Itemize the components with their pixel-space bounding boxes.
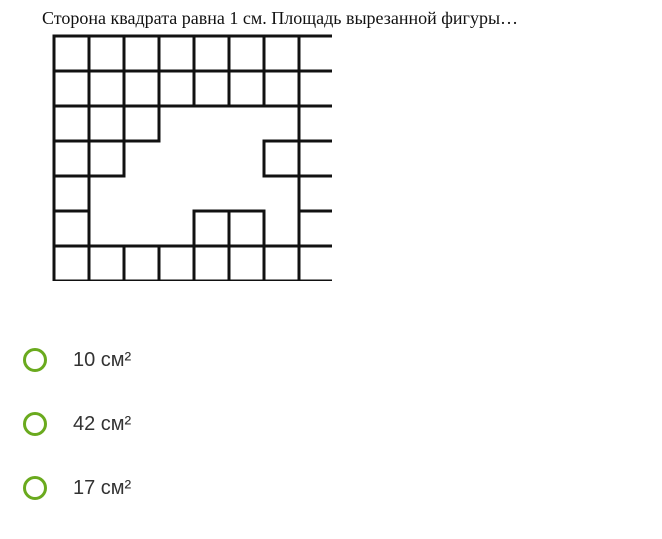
grid-square [299, 246, 332, 281]
grid-figure [52, 34, 332, 281]
radio-button-icon[interactable] [23, 348, 47, 372]
grid-square [89, 36, 124, 71]
grid-square [124, 36, 159, 71]
answer-option-label: 17 см² [73, 477, 132, 499]
grid-square [194, 211, 229, 246]
grid-square [229, 36, 264, 71]
grid-square [159, 71, 194, 106]
grid-square [194, 36, 229, 71]
grid-square [124, 246, 159, 281]
grid-square [124, 71, 159, 106]
grid-square [264, 246, 299, 281]
grid-square [299, 176, 332, 211]
grid-square [299, 141, 332, 176]
grid-square [229, 211, 264, 246]
grid-square [229, 246, 264, 281]
radio-button-icon[interactable] [23, 412, 47, 436]
grid-square [159, 246, 194, 281]
grid-square [264, 141, 299, 176]
answer-option-3[interactable] [22, 472, 131, 504]
grid-square [54, 246, 89, 281]
grid-square [89, 141, 124, 176]
grid-square [299, 106, 332, 141]
grid-square [54, 36, 89, 71]
answer-option-label: 10 см² [73, 349, 132, 371]
grid-square [54, 106, 89, 141]
grid-square [54, 141, 89, 176]
grid-square [54, 71, 89, 106]
grid-square [54, 176, 89, 211]
answer-option-label: 42 см² [73, 413, 132, 435]
grid-square [89, 71, 124, 106]
grid-square [194, 246, 229, 281]
question-text: Сторона квадрата равна 1 см. Площадь вырезанной фигуры… [42, 8, 519, 28]
grid-square [54, 211, 89, 246]
grid-square [229, 71, 264, 106]
answer-options [22, 344, 131, 536]
grid-square [299, 71, 332, 106]
grid-square [264, 71, 299, 106]
grid-square [159, 36, 194, 71]
grid-figure-svg [52, 34, 332, 281]
grid-square [299, 211, 332, 246]
grid-square [299, 36, 332, 71]
grid-square [194, 71, 229, 106]
grid-square [89, 106, 124, 141]
grid-square [124, 106, 159, 141]
answer-option-2[interactable] [22, 408, 131, 440]
grid-square [89, 246, 124, 281]
grid-square [264, 36, 299, 71]
radio-button-icon[interactable] [23, 476, 47, 500]
answer-option-1[interactable] [22, 344, 131, 376]
